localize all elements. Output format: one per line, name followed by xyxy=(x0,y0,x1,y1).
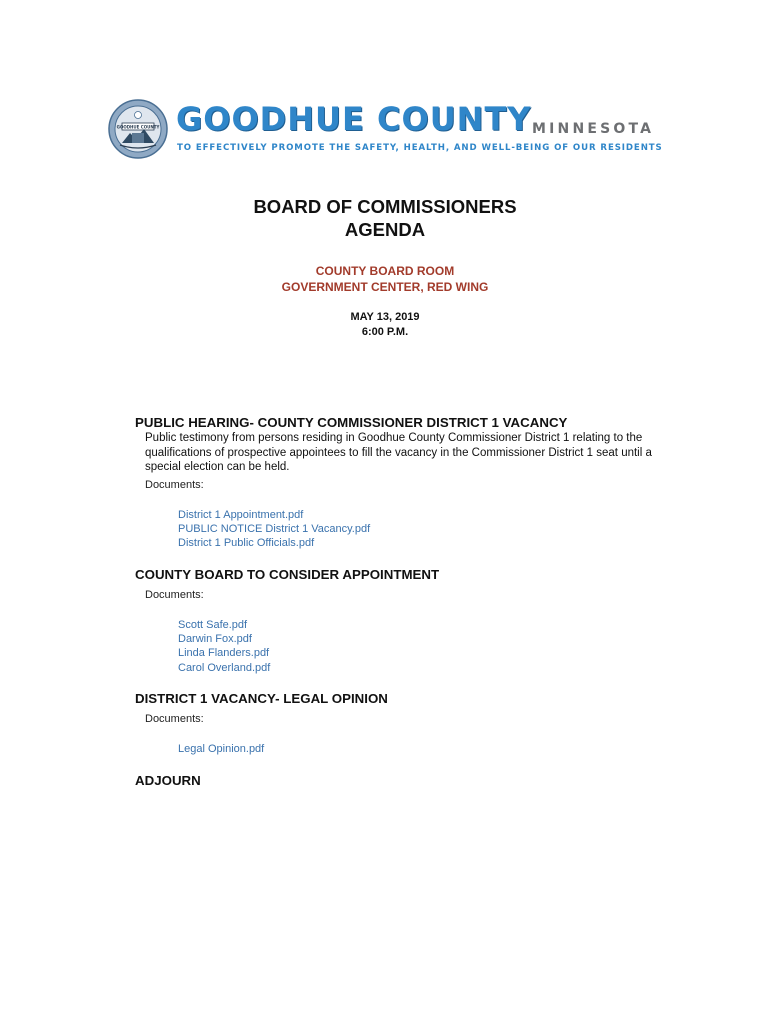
documents-label: Documents: xyxy=(145,479,204,491)
meeting-date: MAY 13, 2019 xyxy=(350,311,420,323)
county-name: GOODHUE COUNTY xyxy=(176,100,532,138)
document-link[interactable]: Carol Overland.pdf xyxy=(178,661,271,674)
document-list xyxy=(178,508,370,551)
documents-label: Documents: xyxy=(145,589,204,601)
county-seal-logo xyxy=(108,99,168,159)
document-link[interactable]: Darwin Fox.pdf xyxy=(178,633,252,646)
agenda-item-heading: COUNTY BOARD TO CONSIDER APPOINTMENT xyxy=(135,567,440,582)
document-list xyxy=(178,742,264,756)
document-link[interactable]: PUBLIC NOTICE District 1 Vacancy.pdf xyxy=(178,523,371,536)
svg-text:GOODHUE COUNTY: GOODHUE COUNTY xyxy=(116,124,160,130)
document-link[interactable]: Legal Opinion.pdf xyxy=(178,743,265,755)
documents-label: Documents: xyxy=(145,713,204,725)
document-link[interactable]: Scott Safe.pdf xyxy=(178,619,248,631)
agenda-item-heading: DISTRICT 1 VACANCY- LEGAL OPINION xyxy=(135,691,388,706)
county-tagline: TO EFFECTIVELY PROMOTE THE SAFETY, HEALTH, AND WELL-BEING OF OUR RESIDENTS xyxy=(177,143,663,153)
document-title: BOARD OF COMMISSIONERS xyxy=(253,196,517,217)
meeting-room: COUNTY BOARD ROOM xyxy=(315,264,455,278)
document-link[interactable]: Linda Flanders.pdf xyxy=(178,647,270,660)
document-list xyxy=(178,618,270,675)
document-link[interactable]: District 1 Public Officials.pdf xyxy=(178,537,315,550)
agenda-item-heading: PUBLIC HEARING- COUNTY COMMISSIONER DISTRICT 1 VACANCY xyxy=(135,415,568,430)
document-link[interactable]: District 1 Appointment.pdf xyxy=(178,509,304,521)
agenda-item-heading: ADJOURN xyxy=(135,773,201,788)
document-subtitle: AGENDA xyxy=(344,219,426,240)
state-name: MINNESOTA xyxy=(532,121,655,137)
agenda-item-description: Public testimony from persons residing in Goodhue County Commissioner District 1 relating to the qualifications of prospective appointees to fill the vacancy in the Commissioner District 1 seat until a special election can be held. xyxy=(145,432,652,474)
meeting-time: 6:00 P.M. xyxy=(361,326,409,338)
meeting-building: GOVERNMENT CENTER, RED WING xyxy=(281,280,489,294)
